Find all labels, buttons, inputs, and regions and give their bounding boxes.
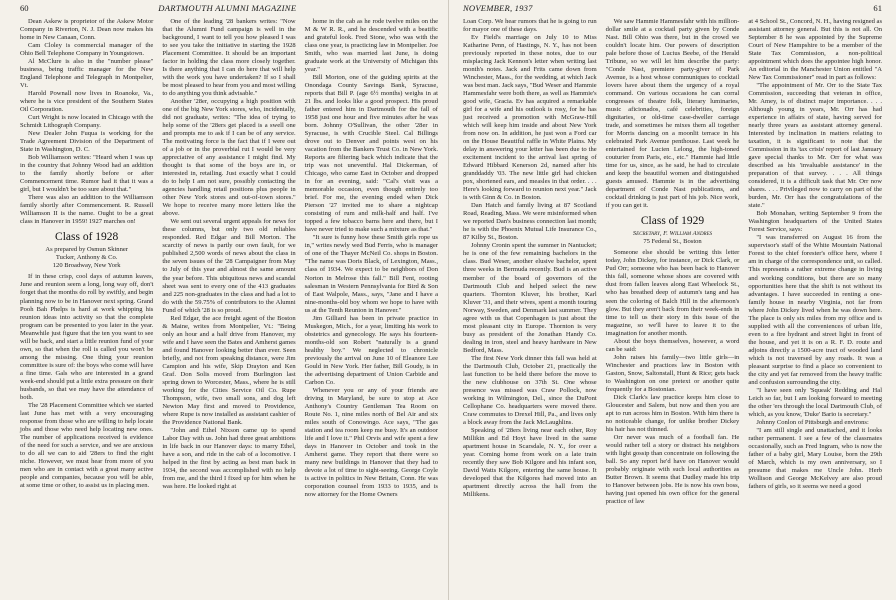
paragraph: "It sure is funny how these Smith girls rope us in," writes newly wed Bud Ferris, who is manager of one of the Thayer McNeil Co. shops in Boston. "The name was Doris Black, of Lexington, Mass., class of 1934. We expect to be neighbors of Don Norton in Melrose this fall." Bill Fent, rooting salesman in Western Pennsylvania for Bird & Son of East Walpole, Mass., says, "Jane and I have a nine-months-old boy whom we hope to have with us at the Tenth Reunion in Hanover." — [304, 234, 438, 314]
paragraph: "I have seen only 'Squeak' Redding and Hal Leich so far, but I am looking forward to meeting the other 'ers through the local Dartmouth Club, of which, as you know, 'Duke' Bario is secretary." — [748, 386, 883, 418]
page-header — [463, 3, 882, 14]
paragraph: Orr never was much of a football fan. He would rather tell a story or distract his neighbors with light gossip than concentrate on following the ball. So any report he'd have on Hanover would probably originate with such local authorities as Butter Brown. It seems that Dudley made his trip to Hanover between jobs. He is now his own boss, having just opened his own office for the general practice of law — [605, 433, 740, 505]
paragraph: Loan Corp. We hear rumors that he is going to run for mayor one of these days. — [463, 18, 597, 34]
paragraph: "I am still single and unattached, and it looks rather permanent. I see a few of the classmates occasionally, such as Fred Ingram, who is now the father of a baby girl, Mary Louise, born the 29th of March, which is my own anniversary, so I presume that makes me Uncle John. Herb Wollison and George McKelvey are also proud fathers of girls, so it seems we need a good — [748, 426, 883, 490]
class-byline — [20, 246, 153, 270]
text-columns — [463, 18, 882, 506]
page-number: 60 — [20, 3, 29, 13]
class-heading: Class of 1928 — [55, 231, 119, 244]
paragraph: "The appointment of Mr. Orr to the State Tax Commission, succeeding that veteran in office, Mr. Amey, is of distinct major importance. . . . Although young in years, Mr. Orr has had experience in affairs of state, having served for nearly three years as assistant attorney general. Interested by inclination in matters relating to taxation, it is significant to note that the Commission in its 'tax crisis' report of last January gave special thanks to Mr. Orr for what was described as his 'invaluable assistance' in the preparation of that survey. . . . All things considered, it is a difficult task that Mr. Orr now shares. . . . Privileged now to carry on part of the burden, Mr. Orr has the congratulations of the state." — [748, 82, 883, 210]
paragraph: The first New York dinner this fall was held at the Dartmouth Club, October 21, practically the last function to be held there before the move to the new clubhouse on 37th St. One whose presence was missed was Craw Pollock, now working in Wilmington, Del., since the DuPont Cellophane Co. headquarters were moved there. Craw commutes to Drexel Hill, Pa., and lives only a block away from the Jack McLaughlins. — [463, 354, 597, 426]
paragraph: Whenever you or any of your friends are driving in Maryland, be sure to stop at Ace Anthony's Country Gentleman Tea Room on Route No. 1, nine miles north of Bel Air and six miles south of Conowingo. Ace says, "The gas station and tea room keep me busy. It's an outdoor life and I love it." Phil Orvis and wife spent a few days in Hanover in October and took in the Amherst game. They report that there were so many new buildings in Hanover that they had to devote a lot of time to sight-seeing. George Coyle is active in politics in New Britain, Conn. He was corporation counsel from 1933 to 1935, and is now attorney for the Home Owners — [304, 386, 438, 498]
text-column — [748, 18, 882, 506]
byline-line: Secretary, F. William Andres — [632, 230, 713, 238]
paragraph: We saw Hammie Hammesfahr with his million-dollar smile at a cocktail party given by Conde Nast. Bill Ohio was there, but in the crowd we couldn't locate him. Our powers of description pale before those of Lucius Beebe, of the Herald Tribune, so we will let him describe the party: "Conde Nast, premiere party-giver of Park Avenue, is a host whose communiques to cocktail lovers have about them the urgency of a royal command. On various occasions he can corral congresses of theatre folk, literary luminaries, music aficionados, café celebrities, foreign dignitaries, or old-time case-dweller carriage trade, and sometimes he mixes them all together for Morris dancing on a moonlit terrace in his celebrated Park Avenue penthouse. Last week he entertained for Lucien Lelong, the high-toned couturier from Paris, etc., etc." Hammie had little time for us, since, as he said, he had to circulate and keep the beautiful women and distinguished guests amused. Hammie is in the advertising department of Conde Nast publications, and cocktail drinking is just part of his job. Nice work, if you can get it. — [605, 18, 740, 210]
paragraph: One of the leading '28 bankers writes: "Now that the Alumni Fund campaign is well in the background, I want to tell you how pleased I was to see you take the initiative in starting the 1928 Placement Committee. It should be an important factor in holding the class more closely together. Is there anything that I can do here that will help with the work you have undertaken? If so I shall be most pleased to hear from you and most willing to do anything you think advisable." — [162, 18, 296, 98]
paragraph: There was also an addition to the Williamson family shortly after Commencement. R. Russell Williamson II is the name. Ought to be a great class in Hanover in 1959! 1927 marches on! — [20, 194, 154, 226]
paragraph: Bob Monahan, writing September 9 from the Washington headquarters of the United States Forest Service, says: — [748, 210, 883, 234]
class-heading: Class of 1929 — [640, 215, 705, 228]
paragraph: Johnny Cronin spent the summer in Nantucket; he is one of the few remaining bachelors in the class. Bud Weser, another elusive bachelor, spent three weeks in Bermuda recently. Bud is an active member of the board of governors of the Dartmouth Club and helped select the new quarters. Thornton Kluver, his brother, Karl Kluver '31, and their wives, spent a month touring Norway, Sweden, and Denmark last summer. They agree with us that Copenhagen is just about the most pleasant city in Europe. Thornton is very busy as president of the Jonathan Handy Co. dealing in iron, steel and heavy hardware in New Bedford, Mass. — [463, 242, 597, 354]
paragraph: Harold Pownall now lives in Roanoke, Va., where he is vice president of the Southern States Oil Corporation. — [20, 90, 154, 114]
byline-line: Tucker, Anthony & Co. — [55, 254, 118, 262]
right-page — [448, 0, 896, 600]
paragraph: Cam Cloley is commercial manager of the Ohio Bell Telephone Company in Youngstown. — [20, 42, 154, 58]
paragraph: Jim Gilliard has been in private practice in Muskegon, Mich., for a year, limiting his work to obstetrics and gynecology. He says his fourteen-months-old son Robert "naturally is a grand healthy boy." We neglected to chronicle previously the arrival on June 10 of Eleanore Lee Gould in New York. Her father, Bill Goudy, is in the advertising department of Union Carbide and Carbon Co. — [304, 314, 438, 386]
paragraph: at 4 School St., Concord, N. H., having resigned as assistant attorney general. But this is not all. On September 8 he was appointed by the Supreme Court of New Hampshire to be a member of the State Tax Commission, a non-political appointment which does the appointee high honor. An editorial in the Manchester Union entitled "A New Tax Commissioner" read in part as follows: — [748, 18, 883, 82]
paragraph: We sent out several urgent appeals for news for these columns, but only two old reliables responded. Red Edgar and Bill Morton. The scarcity of news is partly our own fault, for we published 2,500 words of news about the class in the seven issues of the '28 Campaigner from May to July of this year and almost the same amount the year before. This ubiquitous news and scandal sheet was sent to every one of the 413 graduates and 225 non-graduates in the class and had a lot to do with the 59.75% of contributors to the Alumni Fund of which '28 is so proud. — [162, 218, 296, 314]
paragraph: home in the cab as he rode twelve miles on the M & W R. R., and he descended with a beatific and grateful look. Fred Stone, who was with the class one year, is practicing law in Montpelier. Joe Smith, who was married last June, is doing graduate work at the University of Michigan this year." — [304, 18, 438, 74]
paragraph: "John and Ethel Nixson came up to spend Labor Day with us. John had three great ambitions in life back in our Hanover days: to marry Ethel, have a son, and ride in the cab of a locomotive. I helped in the first by acting as best man back in 1934, the second was accomplished with no help from me, and the third I fixed up for him when he was here. He looked right at — [162, 426, 296, 490]
page-header — [20, 3, 438, 14]
paragraph: If in these crisp, cool days of autumn leaves, June and reunion seem a long, long way off, don't forget that the months do roll by swiftly, and begin planning now to be in Hanover next spring. Grand Pooh Bah Phelps is hard at work whipping his reunion ideas into activity so that the complete program can be presented to you later in the year. Meanwhile just figure that the ten you want to see will be back, and start a little reunion fund of your own, so that when the roll is called you won't be among the missing. One thing your reunion committee is sure of: the boys who come will have a fine time. Gals who are interested in a grand week-end should put a little extra pressure on their husbands, so that we may have the attendance of both. — [20, 273, 154, 401]
text-columns — [20, 18, 438, 499]
byline-line: As prepared by Osmun Skinner — [45, 246, 128, 254]
paragraph: Someone else should be writing this letter today, John Dickey, for instance, or Dick Clark, or Pud Orr; someone who has been back to Hanover this fall, someone whose shoes are covered with dust from fallen leaves along East Wheelock St., who has breathed deep of autumn's tang and has seen the coloring of Balch Hill in the afternoon's glow. But they aren't back from their week-ends in time to tell us their story in this issue of the magazine, so we'll have to leave it to the imagination for another month. — [605, 249, 740, 337]
text-column — [20, 18, 153, 499]
paragraph: John raises his family—two little girls—in Winchester and practices law in Boston with Gaston, Snow, Saltonstall, Hunt & Rice; gets back to Washington on one pretext or another quite frequently for a Bostonian. — [605, 353, 740, 393]
paragraph: About the boys themselves, however, a word can be said: — [605, 337, 740, 353]
paragraph: The '28 Placement Committee which we started last June has met with a very encouraging response from those who are willing to help locate jobs and those who need help locating new ones. The number of applications received is evidence of the need for such a service, and we are anxious to do all we can to aid '28ers to find the right niche. However, we must hear from more of you men who are in contact with a great many active people and companies, because you will be able, at some time or other, to assist us in placing men. — [20, 401, 154, 489]
paragraph: Red Edgar, the ace freight agent of the Boston & Maine, writes from Montpelier, Vt.: "Being only an hour and a half drive from Hanover, my wife and I have seen the Bates and Amherst games and found Hanover looking better than ever. Seen briefly, and not from speaking distance, were Jim Campion and his wife, Skip Drayton and Ken Graf. Don Solis moved from Burlington last spring down to Worcester, Mass., where he is still working for the Cities Service Oil Co. Rupe Thompson, wife, two small sons, and dog left Newton May first and moved to Providence, where Rupe is now installed as assistant cashier of the Providence National Bank. — [162, 314, 296, 426]
paragraph: Dean Askew is proprietor of the Askew Motor Company in Riverton, N. J. Dean now makes his home in New Canaan, Conn. — [20, 18, 154, 42]
text-column — [463, 18, 597, 506]
paragraph: Dan Hatch and family living at 87 Scotland Road, Reading, Mass. We were misinformed when we reported Dan's business connection last month; he is with the Phoenix Mutual Life Insurance Co., 87 Kilby St., Boston. — [463, 202, 597, 242]
paragraph: "I was transferred on August 16 from the supervisor's staff of the White Mountain National Forest to the chief forester's office here, where I am in charge of the correspondence unit, so called. This represents a rather extreme change in living and working conditions, but there are so many opportunities here that the shift is not without its advantages. I have succeeded in renting a one-family house in nearby Virginia, not far from where John Dickey lived when he was down here. The place is only six miles from my office and is supplied with all the conveniences of urban life, even to a fire hydrant and street light in front of the house, and yet it is on a R. F. D. route and adjoins directly a 1500-acre tract of wooded land which is not traversed by any roads. It was a pleasant surprise to find a place so convenient to the city and yet far removed from the heavy traffic and confusion surrounding the city. — [748, 234, 883, 386]
text-column — [305, 18, 438, 499]
paragraph: Another '28er, occupying a high position with one of the big New York stores, who, incidentally, did not graduate, writes: "The idea of trying to help some of the '28ers get placed is a swell one and prompts me to ask if I can be of any service. The motivating force is the fact that if I were out of a job or in the proverbial rut I would be very appreciative of any assistance I might find. My thought is that some of the boys are in, or interested in, retailing. Just exactly what I could do to help I am not sure, possibly contacting the agencies handling retail positions plus people in other New York stores and out-of-town stores." We hope to receive many more letters like the above. — [162, 98, 296, 218]
byline-line: 120 Broadway, New York — [52, 262, 121, 270]
paragraph: Johnny Conlon of Pittsburgh and environs: — [756, 418, 869, 426]
paragraph: Ev Field's marriage on July 10 to Miss Katharine Penn, of Hastings, N. Y., has not been previously reported in these notes, due to our misplacing Jack Kennon's letter when writing last month's notes. Jack and Frits came down from Winchester, Mass., for the wedding, at which Jack was best man. Jack says, "Bud Weser and Hammie Hammesfahr were both there, as well as Hammie's good wife, Gracia. Ev has acquired a remarkable girl for a wife and his outlook is rosy, for he has just received a promotion with McGraw-Hill which will keep him inside and about New York from now on. In addition, he just won a Ford car on the House Beautiful raffle in White Plains. My delay in answering your letter has been due to the excitement incident to the arrival last spring of Edward Hibbard Kenerson 2d, named after his granddaddy '03. The new little girl had chicken pox, shortened ears, and measles in that order. . . . Here's looking forward to reunion next year." Jack is with Ginn & Co. in Boston. — [463, 34, 597, 202]
byline-line: 75 Federal St., Boston — [643, 238, 702, 246]
paragraph: Bill Morton, one of the guiding spirits at the Onondaga County Savings Bank, Syracuse, reports that Bill P. (age 6½ months) weighs in at 21 lbs. and looks like a good prospect. His proud father entered him in Dartmouth for the fall of 1958 just one hour and five minutes after he was born. Johnny O'Sullivan, the other '28er in Syracuse, is with Crucible Steel. Cal Billings drove out to Denver and points west on his vacation from the Bankers Trust Co. in New York. Reports are filtering back which indicate that the trip was not uneventful. Hal Dickerman, of Chicago, who came East in October and dropped in for an evening, said: "Cal's visit was a memorable occasion, even though entirely too brief. For me, the evening ended when Dick Pierson '27 invited me to share a nightcap consisting of rum and milk-half and half. I've topped a few tobacco barns here and there, but I have never tried to make such a mixture as that." — [304, 74, 438, 234]
paragraph: Bob Williamson writes: "Heard when I was up in the country that Johnny Wood had an addition to the family shortly before or after Commencement time. Rumor had it that it was a girl, but I wouldn't be too sure about that." — [20, 154, 154, 194]
magazine-title: DARTMOUTH ALUMNI MAGAZINE — [158, 3, 297, 13]
text-column — [606, 18, 740, 506]
paragraph: New Dealer John Fuqua is working for the Trade Agreement Division of the Department of State in Washington, D. C. — [20, 130, 154, 154]
text-column — [162, 18, 295, 499]
paragraph: Speaking of '28ers living near each other, Roy Millikin and Ed Hoyt have lived in the same apartment house in Scarsdale, N. Y., for over a year. Coming home from work on a late train recently they saw Bob Kilgore and his infant son, David Watts Kilgore, entering the same house. It developed that the Kilgores had moved into an apartment directly across the hall from the Millikens. — [463, 426, 597, 498]
class-byline — [606, 230, 740, 246]
paragraph: Curt Wright is now located in Chicago with the Schmidt Lithograph Company. — [20, 114, 154, 130]
paragraph: Al McClure is also in the "number please" business, being traffic manager for the New England Telephone and Telegraph in Montpelier, Vt. — [20, 58, 154, 90]
page-number: 61 — [873, 3, 882, 13]
issue-date: NOVEMBER, 1937 — [463, 3, 533, 13]
paragraph: Dick Clark's law practice keeps him close to Gloucester and Salem, but now and then you are apt to run across him in Boston. With him there is no noticeable change, for unlike brother Dickey his hair has not thinned. — [605, 393, 740, 433]
